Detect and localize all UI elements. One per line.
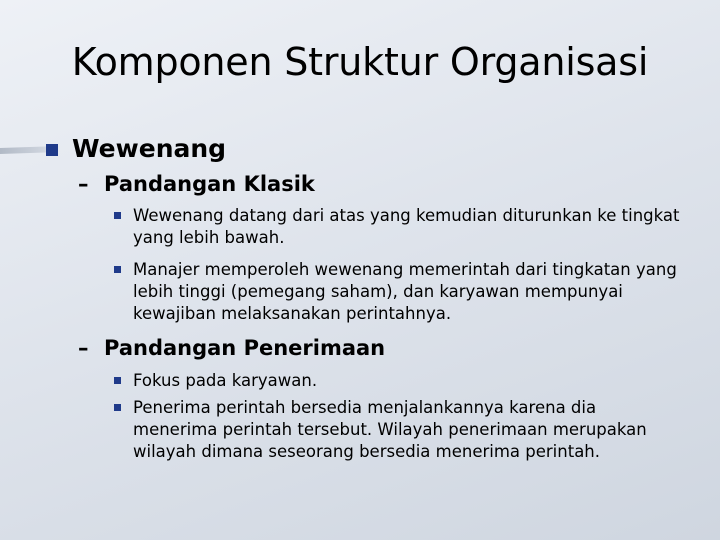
- list-item-text: Fokus pada karyawan.: [133, 371, 318, 390]
- subheading-text: Pandangan Klasik: [104, 172, 315, 196]
- slide-title: Komponen Struktur Organisasi: [71, 40, 649, 84]
- list-item: [114, 259, 684, 325]
- list-item: [114, 205, 684, 249]
- subheading-pandangan-penerimaan: [78, 336, 385, 360]
- bullet-wewenang: Wewenang: [72, 134, 227, 163]
- list-item-text: Wewenang datang dari atas yang kemudian diturunkan ke tingkat yang lebih bawah.: [133, 206, 680, 247]
- list-item-text: Manajer memperoleh wewenang memerintah dari tingkatan yang lebih tinggi (pemegang saham), dan karyawan mempunyai kewajiban melaksanakan perintahnya.: [133, 260, 677, 323]
- list-item: [114, 397, 684, 463]
- dash-marker: –: [78, 172, 89, 196]
- square-bullet-icon: [114, 377, 121, 384]
- square-bullet-icon: [114, 212, 121, 219]
- square-bullet-icon: [114, 404, 121, 411]
- list-item-text: Penerima perintah bersedia menjalankannya karena dia menerima perintah tersebut. Wilayah penerimaan merupakan wilayah dimana seseorang bersedia menerima perintah.: [133, 398, 647, 461]
- subheading-pandangan-klasik: [78, 172, 315, 196]
- square-bullet-icon: [114, 266, 121, 273]
- square-bullet-icon: [46, 144, 58, 156]
- dash-marker: –: [78, 336, 89, 360]
- list-item: [114, 370, 684, 392]
- subheading-text: Pandangan Penerimaan: [104, 336, 386, 360]
